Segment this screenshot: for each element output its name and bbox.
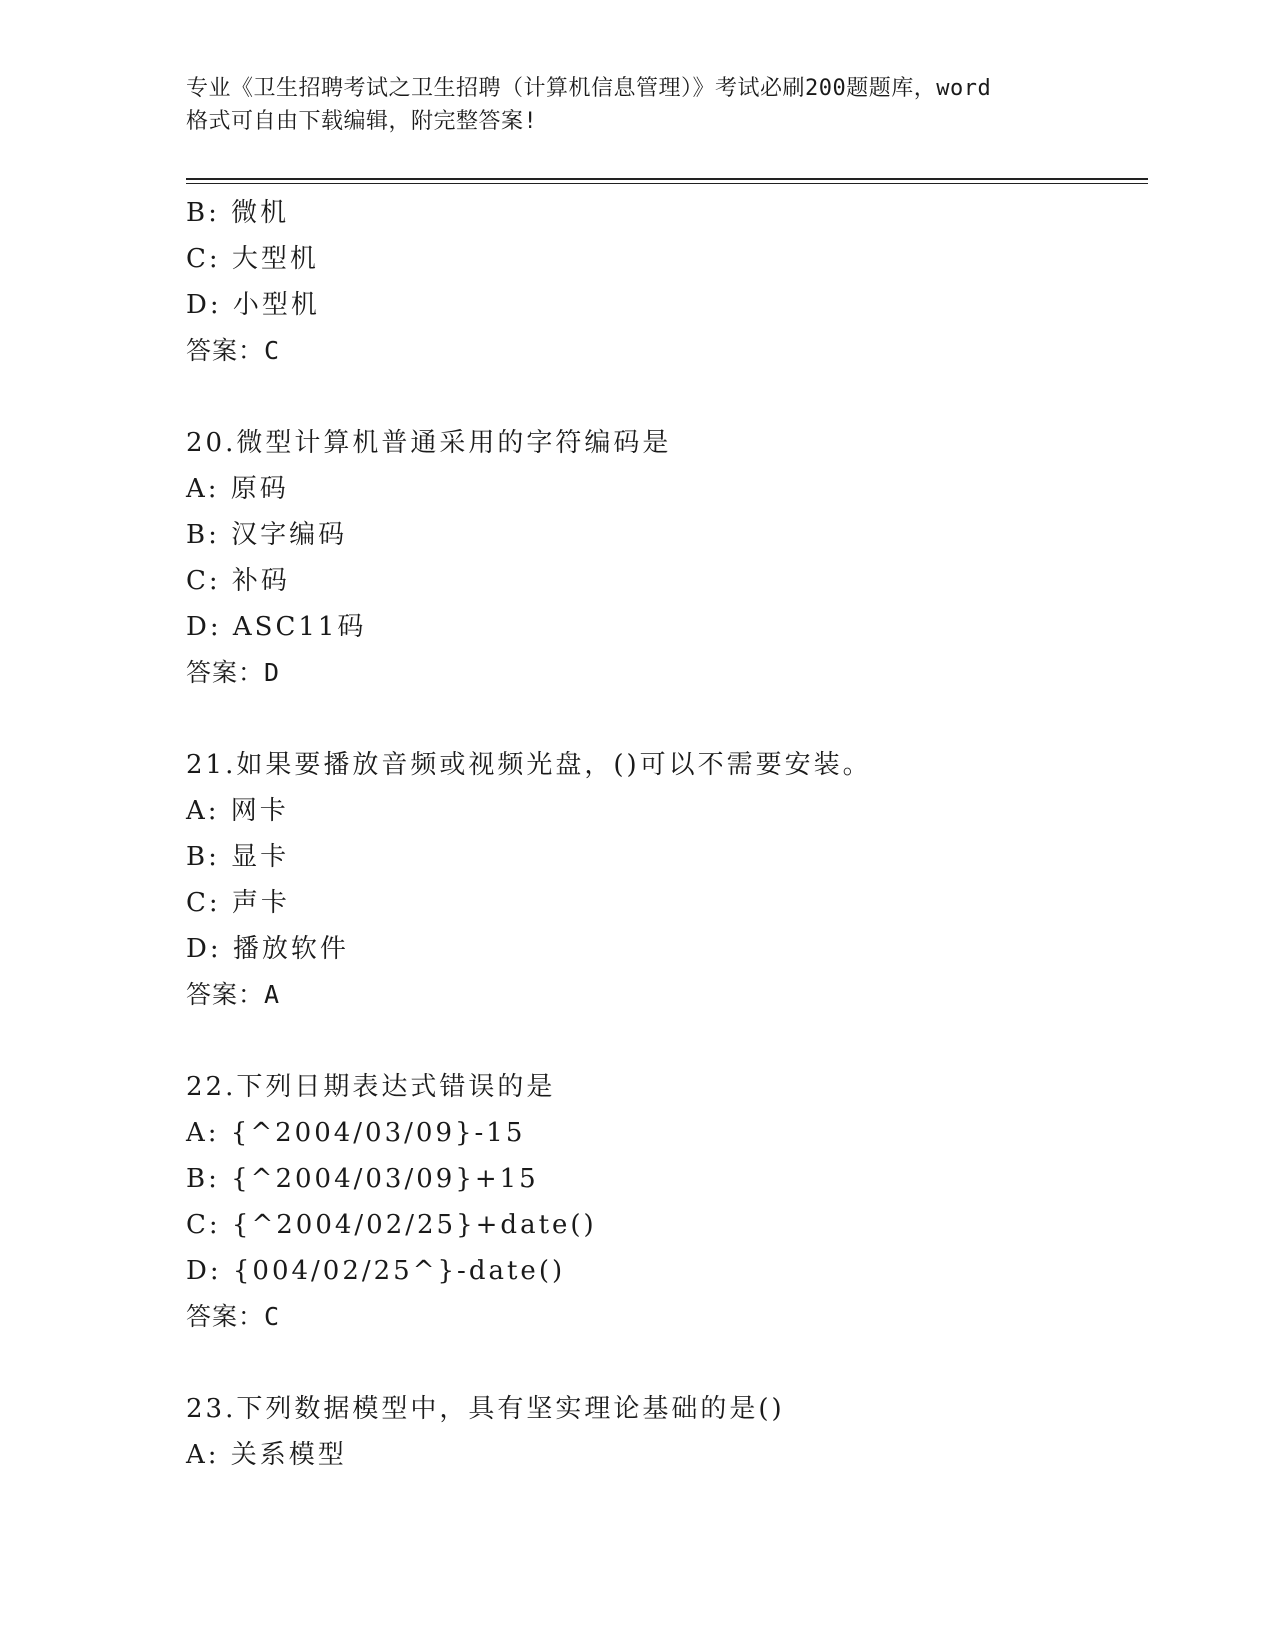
option-c: C: 补码: [186, 566, 290, 596]
question-block-21: [186, 742, 1146, 1018]
option-d: D: 小型机: [186, 290, 320, 320]
question-text: 20.微型计算机普通采用的字符编码是: [186, 428, 672, 458]
document-header: [186, 72, 1106, 138]
answer: 答案：A: [186, 980, 281, 1009]
question-block-23: [186, 1386, 1146, 1478]
spacer: [186, 374, 1146, 420]
option-b: B: 微机: [186, 198, 290, 228]
option-a: A: 原码: [186, 474, 289, 504]
header-rule-thin: [186, 183, 1148, 184]
question-text: 23.下列数据模型中，具有坚实理论基础的是(): [186, 1394, 785, 1424]
question-text: 22.下列日期表达式错误的是: [186, 1072, 556, 1102]
spacer: [186, 696, 1146, 742]
question-list: [186, 190, 1146, 1478]
option-a: A: {^2004/03/09}-15: [186, 1118, 526, 1148]
option-c: C: 声卡: [186, 888, 290, 918]
option-d: D: 播放软件: [186, 934, 349, 964]
option-a: A: 网卡: [186, 796, 289, 826]
spacer: [186, 1018, 1146, 1064]
header-line-1: 专业《卫生招聘考试之卫生招聘（计算机信息管理）》考试必刷200题题库，word: [186, 76, 992, 101]
option-d: D: ASC11码: [186, 612, 367, 642]
question-block-22: [186, 1064, 1146, 1340]
header-rule-thick: [186, 178, 1148, 180]
option-c: C: {^2004/02/25}+date(): [186, 1210, 597, 1240]
question-text: 21.如果要播放音频或视频光盘，()可以不需要安装。: [186, 750, 872, 780]
option-b: B: 显卡: [186, 842, 290, 872]
option-b: B: 汉字编码: [186, 520, 348, 550]
option-b: B: {^2004/03/09}+15: [186, 1164, 539, 1194]
question-block-19: [186, 190, 1146, 374]
spacer: [186, 1340, 1146, 1386]
answer: 答案：D: [186, 658, 281, 687]
option-c: C: 大型机: [186, 244, 319, 274]
option-a: A: 关系模型: [186, 1440, 347, 1470]
header-line-2: 格式可自由下载编辑，附完整答案!: [186, 109, 538, 134]
question-block-20: [186, 420, 1146, 696]
answer: 答案：C: [186, 1302, 281, 1331]
answer: 答案：C: [186, 336, 281, 365]
option-d: D: {004/02/25^}-date(): [186, 1256, 566, 1286]
